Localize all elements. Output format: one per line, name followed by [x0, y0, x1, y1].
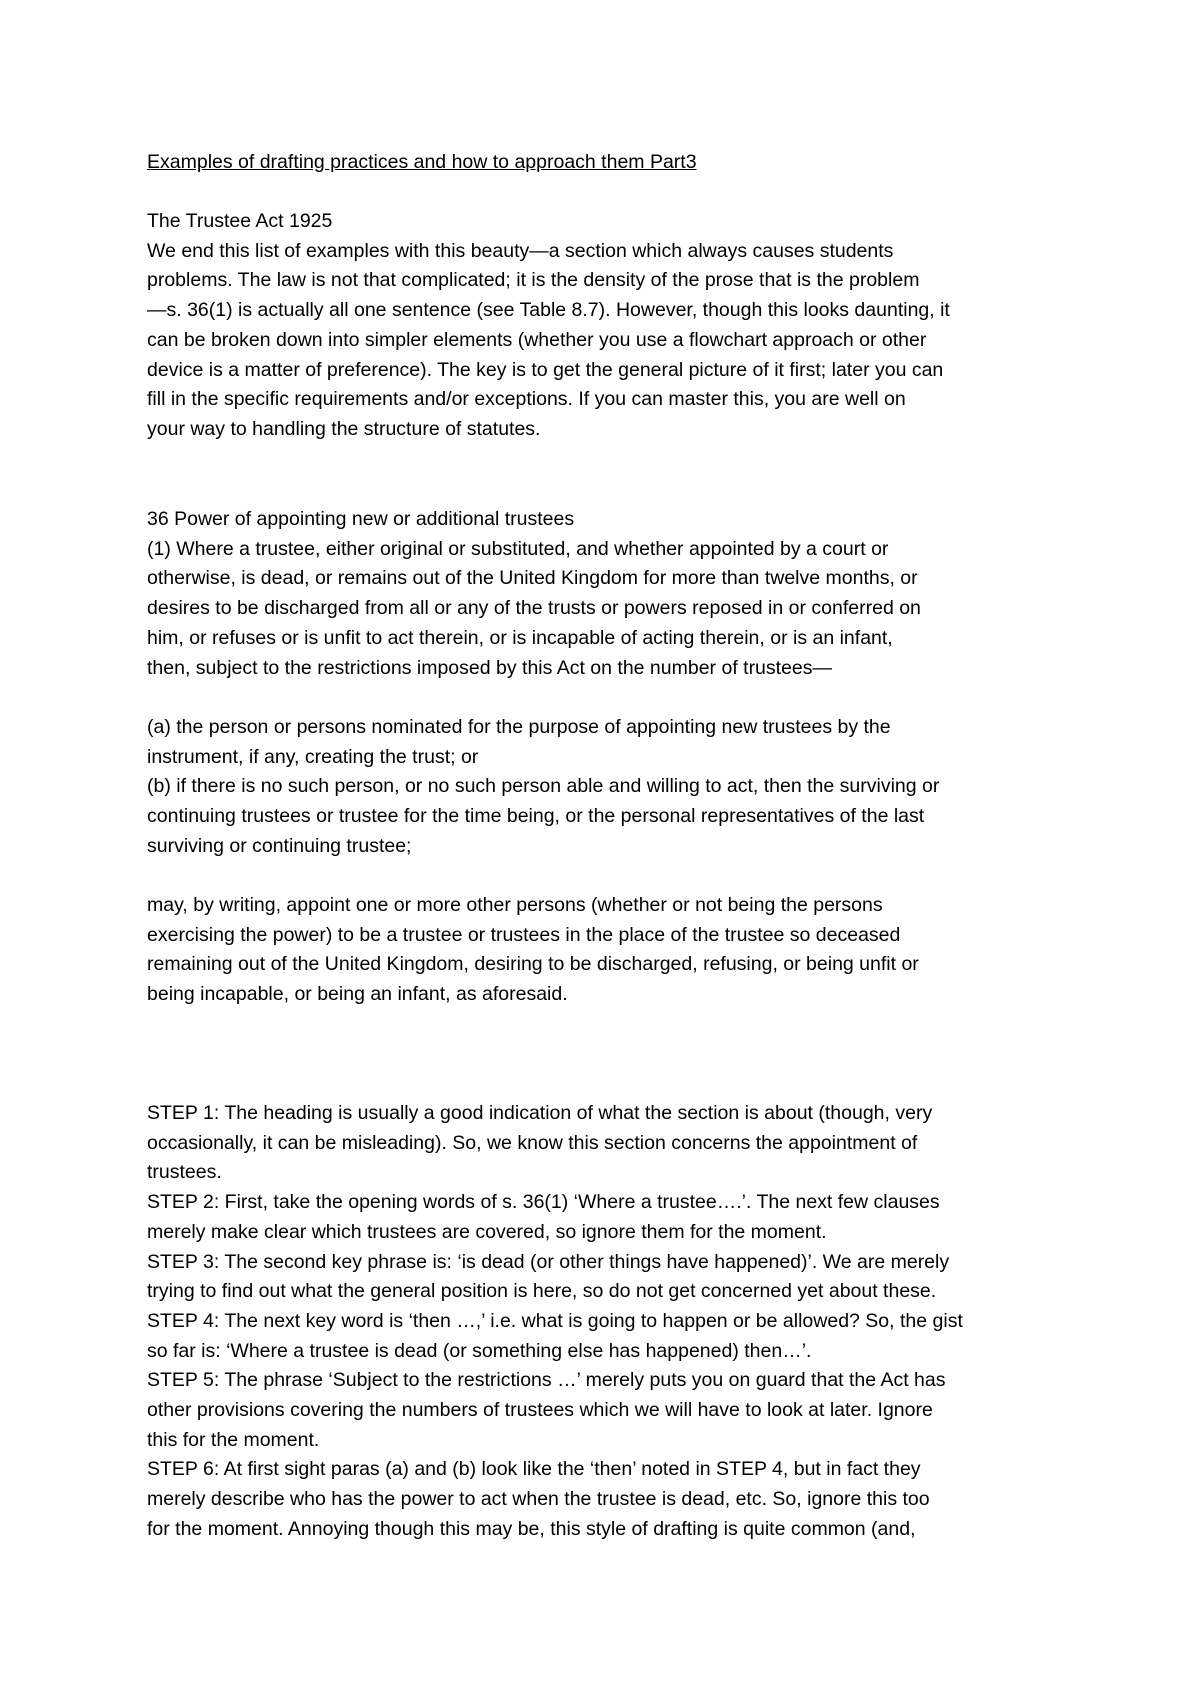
- step-line: for the moment. Annoying though this may be, this style of drafting is quite common (and,: [147, 1517, 916, 1540]
- step-line: merely describe who has the power to act when the trustee is dead, etc. So, ignore this too: [147, 1488, 930, 1511]
- intro-line: We end this list of examples with this beauty—a section which always causes students: [147, 239, 894, 262]
- closing-line: exercising the power) to be a trustee or trustees in the place of the trustee so deceased: [147, 923, 901, 946]
- subsection-line: otherwise, is dead, or remains out of the United Kingdom for more than twelve months, or: [147, 567, 918, 590]
- step-line: STEP 4: The next key word is ‘then …,’ i.e. what is going to happen or be allowed? So, the gist: [147, 1309, 963, 1332]
- step-line: STEP 6: At first sight paras (a) and (b) look like the ‘then’ noted in STEP 4, but in fact they: [147, 1458, 921, 1481]
- subsection-line: him, or refuses or is unfit to act therein, or is incapable of acting therein, or is an infant,: [147, 626, 893, 649]
- intro-heading: The Trustee Act 1925: [147, 210, 333, 232]
- para-line: continuing trustees or trustee for the time being, or the personal representatives of the last: [147, 805, 925, 828]
- step-line: occasionally, it can be misleading). So, we know this section concerns the appointment of: [147, 1131, 918, 1154]
- para-line: (b) if there is no such person, or no such person able and willing to act, then the surviving or: [147, 775, 940, 798]
- para-line: instrument, if any, creating the trust; or: [147, 745, 479, 768]
- subsection-line: desires to be discharged from all or any of the trusts or powers reposed in or conferred on: [147, 597, 921, 620]
- para-line: surviving or continuing trustee;: [147, 834, 412, 857]
- steps-block: [147, 1099, 1097, 1545]
- intro-block: [147, 207, 1097, 445]
- para-line: (a) the person or persons nominated for the purpose of appointing new trustees by the: [147, 716, 891, 738]
- intro-line: device is a matter of preference). The key is to get the general picture of it first; later you can: [147, 358, 944, 381]
- step-line: STEP 3: The second key phrase is: ‘is dead (or other things have happened)’. We are merely: [147, 1250, 950, 1273]
- subsection-line: then, subject to the restrictions imposed by this Act on the number of trustees—: [147, 656, 833, 679]
- step-line: merely make clear which trustees are covered, so ignore them for the moment.: [147, 1220, 827, 1243]
- section-36-block: [147, 505, 1097, 683]
- step-line: this for the moment.: [147, 1428, 320, 1451]
- closing-line: remaining out of the United Kingdom, desiring to be discharged, refusing, or being unfit or: [147, 953, 919, 976]
- step-line: other provisions covering the numbers of trustees which we will have to look at later. Ignore: [147, 1399, 933, 1422]
- intro-line: —s. 36(1) is actually all one sentence (see Table 8.7). However, though this looks daunting, it: [147, 299, 950, 322]
- step-line: STEP 5: The phrase ‘Subject to the restrictions …’ merely puts you on guard that the Act has: [147, 1369, 946, 1392]
- intro-line: can be broken down into simpler elements (whether you use a flowchart approach or other: [147, 328, 927, 351]
- subsection-line: (1) Where a trustee, either original or substituted, and whether appointed by a court or: [147, 537, 889, 560]
- intro-line: problems. The law is not that complicated; it is the density of the prose that is the problem: [147, 269, 920, 292]
- closing-line: may, by writing, appoint one or more other persons (whether or not being the persons: [147, 894, 883, 916]
- step-line: so far is: ‘Where a trustee is dead (or something else has happened) then…’.: [147, 1339, 812, 1362]
- paras-block: [147, 713, 1097, 862]
- closing-block: [147, 891, 1097, 1010]
- step-line: STEP 1: The heading is usually a good indication of what the section is about (though, very: [147, 1102, 933, 1124]
- document-title: Examples of drafting practices and how to approach them Part3: [147, 151, 697, 173]
- step-line: STEP 2: First, take the opening words of s. 36(1) ‘Where a trustee….’. The next few clauses: [147, 1191, 940, 1214]
- step-line: trying to find out what the general position is here, so do not get concerned yet about these.: [147, 1280, 937, 1303]
- intro-line: your way to handling the structure of statutes.: [147, 417, 541, 440]
- section-heading: 36 Power of appointing new or additional trustees: [147, 508, 575, 530]
- document-title-block: [147, 148, 1097, 178]
- step-line: trustees.: [147, 1161, 222, 1184]
- intro-line: fill in the specific requirements and/or exceptions. If you can master this, you are well on: [147, 388, 906, 411]
- closing-line: being incapable, or being an infant, as aforesaid.: [147, 983, 568, 1006]
